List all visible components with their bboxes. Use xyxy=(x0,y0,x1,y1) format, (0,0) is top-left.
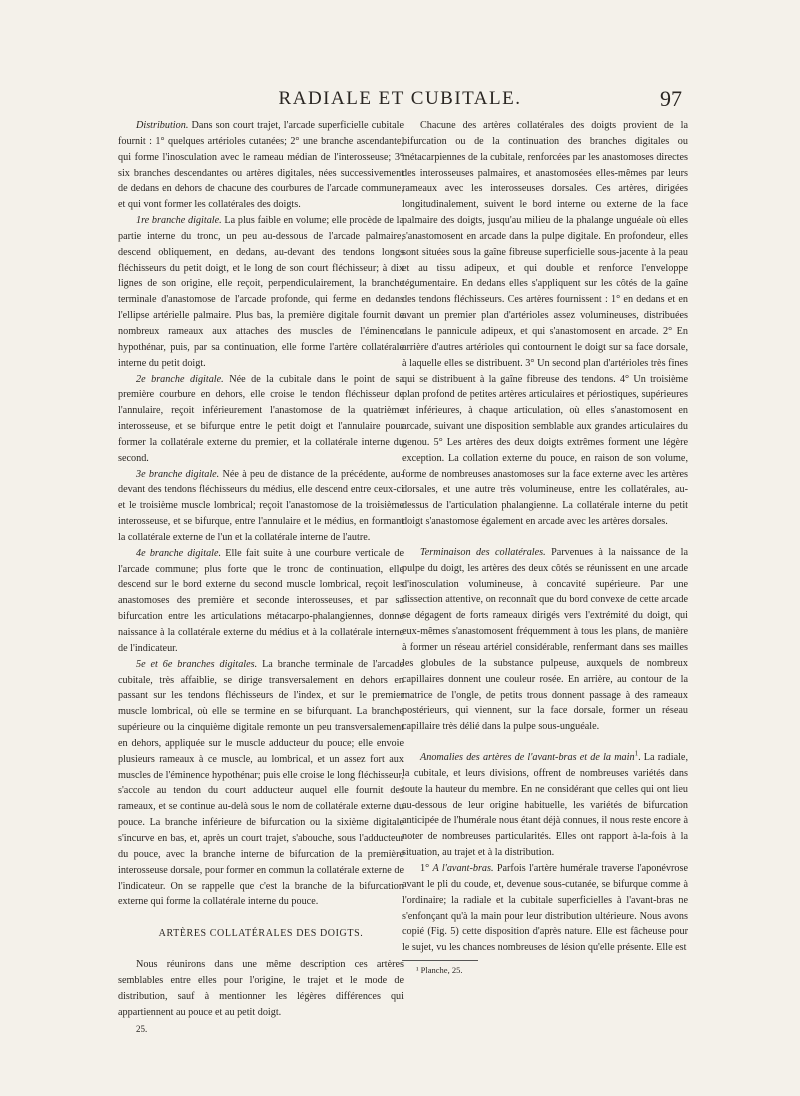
paragraph-text: Née à peu de distance de la précédente, au-devant des tendons fléchisseurs du médius, elle descend entre ceux-ci et le troisième muscle lombrical; reçoit l'anastomose de la troisième interosseuse, et se bifurque, entre l'annulaire et le médius, en formant la collatérale externe de l'un et la collatérale interne de l'autre. xyxy=(118,468,404,543)
paragraph-third-digital xyxy=(118,467,404,546)
paragraph-text: Parfois l'artère humérale traverse l'aponévrose avant le pli du coude, et, devenue sous-cutanée, se bifurque comme à l'ordinaire; la radiale et la cubitale superficielles à l'avant-bras ne s'enfonçant qu'à la main pour leur distribution ultérieure. Nous avons copié (Fig. 5) cette disposition d'après nature. Elle est fâcheuse pour le sujet, vu les chances nombreuses de lésion qu'elle présente. Elle est xyxy=(402,862,689,954)
page-header xyxy=(0,86,800,112)
item-number: 1° xyxy=(420,862,433,874)
paragraph-text: Dans son court trajet, l'arcade superficielle cubitale fournit : 1° quelques artérioles cutanées; 2° une branche ascendante, qui forme l'inosculation avec le rameau médian de l'interosseuse; 3° six branches descendantes ou artères digitales, nées successivement de dedans en dehors de chacune des courbures de l'arcade commune, et qui vont former les collatérales des doigts. xyxy=(118,120,404,211)
run-in-heading: Distribution. xyxy=(136,120,189,131)
paragraph-fourth-digital xyxy=(118,546,404,657)
run-in-heading: A l'avant-bras. xyxy=(432,862,494,874)
paragraph-forearm xyxy=(402,861,688,956)
page-number: 97 xyxy=(660,86,682,111)
signature-mark: 25. xyxy=(136,1024,148,1035)
paragraph-second-digital xyxy=(118,372,404,467)
run-in-heading: 2e branche digitale. xyxy=(136,373,224,385)
paragraph-fifth-sixth-digital xyxy=(118,657,404,911)
paragraph-text: La branche terminale de l'arcade cubitale, très affaiblie, se dirige transversalement en dehors en passant sur les tendons fléchisseurs de l'index, et sur le premier muscle lombrical, où elle se termine en se bifurquant. La branche supérieure ou la cinquième digitale remonte un peu transversalement en dehors, appliquée sur le muscle adducteur du pouce; elle envoie plusieurs rameaux à ce muscle, au lombrical, et un assez fort aux muscles de l'éminence hypothénar; puis elle croise le long fléchisseur, s'accole au tendon du court adducteur auquel elle fournit des rameaux, et se continue au-delà sous le nom de collatérale externe du pouce. La branche inférieure de bifurcation ou la sixième digitale s'incurve en bas, et, après un court trajet, s'abouche, sous l'adducteur du pouce, avec la branche interne de bifurcation de la première interosseuse dorsale, pour former en commun la collatérale externe de l'indicateur. On se rappelle que c'est la branche de la bifurcation externe qui forme la collatérale interne du pouce. xyxy=(118,658,404,908)
paragraph-distribution xyxy=(118,118,404,213)
paragraph-collaterals-origin: Chacune des artères collatérales des doigts provient de la bifurcation ou de la continuation des branches digitales ou métacarpiennes de la cubitale, renforcées par les anastomoses directes des interosseuses palmaires, et anastomosées elles-mêmes par leurs rameaux avec les interosseuses dorsales. Ces artères, dirigées longitudinalement, suivent le bord interne ou externe de la face palmaire des doigts, jusqu'au milieu de la phalange unguéale où elles s'anastomosent en arcade dans la pulpe digitale. En profondeur, elles sont situées sous la gaîne fibreuse superficielle sous-jacente à la peau et au tissu adipeux, et qui double et renforce l'enveloppe tégumentaire. En dedans elles s'appliquent sur les côtés de la gaîne des tendons fléchisseurs. Ces artères fournissent : 1° en dedans et en avant un premier plan d'artérioles assez volumineuses, distribuées dans le pannicule adipeux, et qui s'anastomosent en arcade. 2° En arrière d'autres artérioles qui contournent le doigt sur sa face dorsale, à laquelle elles se distribuent. 3° Un second plan d'artérioles très fines qui se distribuent à la gaîne fibreuse des tendons. 4° Un troisième plan profond de petites artères articulaires et périostiques, supérieures et inférieures, à chaque articulation, où elles s'anastomosent en arcade, suivant une disposition semblable aux grandes articulaires du genou. 5° Les artères des deux doigts extrêmes forment une légère exception. La collation externe du pouce, en raison de son volume, forme de nombreuses anastomoses sur la face externe avec les artères dorsales, et une autre très volumineuse, entre les collatérales, au-dessus de l'articulation phalangienne. La collatérale interne du petit doigt s'anastomose également en arcade avec les artères dorsales. xyxy=(402,120,688,528)
run-in-heading: 4e branche digitale. xyxy=(136,547,222,559)
paragraph-text: La plus faible en volume; elle procède de la partie interne du tronc, un peu au-dessous de l'arcade palmaire, descend obliquement, en dedans, au-devant des tendons longs fléchisseurs du petit doigt, et le long de son court fléchisseur; à dix lignes de son origine, elle reçoit, perpendiculairement, la branche terminale d'anastomose de l'arcade profonde, qui ferme en dedans l'ellipse artérielle palmaire. Plus bas, la première digitale fournit de nombreux rameaux aux attaches des muscles de l'éminence hypothénar, puis, par sa continuation, elle forme l'artère collatérale interne du petit doigt. xyxy=(118,215,404,369)
paragraph-text: . La radiale, la cubitale, et leurs divisions, offrent de nombreuses variétés dans toute la hauteur du membre. En ne considérant que celles qui ont lieu au-dessous de leur origine habituelle, les variétés de bifurcation anticipée de l'humérale nous étant déjà connues, il nous reste encore à noter de nombreuses particularités. Elles ont rapport à-la-fois à la situation, au trajet et à la distribution. xyxy=(402,752,688,859)
run-in-heading: 1re branche digitale. xyxy=(136,215,222,227)
paragraph-termination xyxy=(402,545,688,735)
paragraph-first-digital xyxy=(118,213,404,371)
footnote-rule xyxy=(402,960,478,961)
run-in-heading: Terminaison des collatérales. xyxy=(420,546,546,558)
run-in-heading: Anomalies des artères de l'avant-bras et de la main xyxy=(420,752,635,764)
footnote: ¹ Planche, 25. xyxy=(416,965,463,976)
run-in-heading: 3e branche digitale. xyxy=(136,468,220,480)
paragraph-text: Parvenues à la naissance de la pulpe du doigt, les artères des deux côtés se réunissent en une arcade d'inosculation volumineuse, à concavité supérieure. Par une dissection attentive, on reconnaît que du bord convexe de cette arcade se dégagent de forts rameaux dirigés vers l'extrémité du doigt, qui eux-mêmes s'anastomosent fréquemment à tous les plans, de manière à former un réseau artériel considérable, renfermant dans ses mailles les globules de la substance pulpeuse, auxquels de nombreux capillaires donnent une couleur rosée. En arrière, au contour de la matrice de l'ongle, de petits trous donnent passage à des rameaux postérieurs, qui viennent, sur la face dorsale, former un réseau capillaire très délié dans la pulpe sous-unguéale. xyxy=(402,546,688,733)
right-column xyxy=(402,118,688,979)
left-column xyxy=(118,118,404,1038)
run-in-heading: 5e et 6e branches digitales. xyxy=(136,658,258,670)
footnote-marker: 1 xyxy=(634,749,639,758)
paragraph-intro-collaterals: Nous réunirons dans une même description ces artères semblables entre elles pour l'origine, le trajet et le mode de distribution, sauf à mentionner les légères différences qui appartiennent au pouce et au petit doigt. xyxy=(118,959,404,1018)
running-title: RADIALE ET CUBITALE. xyxy=(278,88,522,109)
paragraph-text: Elle fait suite à une courbure verticale de l'arcade commune; plus forte que le tronc de continuation, elle descend sur le bord externe du second muscle lombrical, reçoit les anastomoses des première et seconde interosseuses, et par sa bifurcation entre les articulations métacarpo-phalangiennes, donne naissance à la collatérale externe du médius et à la collatérale interne de l'indicateur. xyxy=(118,547,405,654)
paragraph-text: Née de la cubitale dans le point de sa première courbure en dehors, elle croise le tendon fléchisseur de l'annulaire, reçoit inférieurement l'anastomose de la quatrième interosseuse, et se bifurque entre le petit doigt et l'annulaire pour former la collatérale externe du premier, et la collatérale interne du second. xyxy=(118,373,404,464)
section-heading: ARTÈRES COLLATÉRALES DES DOIGTS. xyxy=(158,928,364,940)
paragraph-anomalies xyxy=(402,750,688,861)
